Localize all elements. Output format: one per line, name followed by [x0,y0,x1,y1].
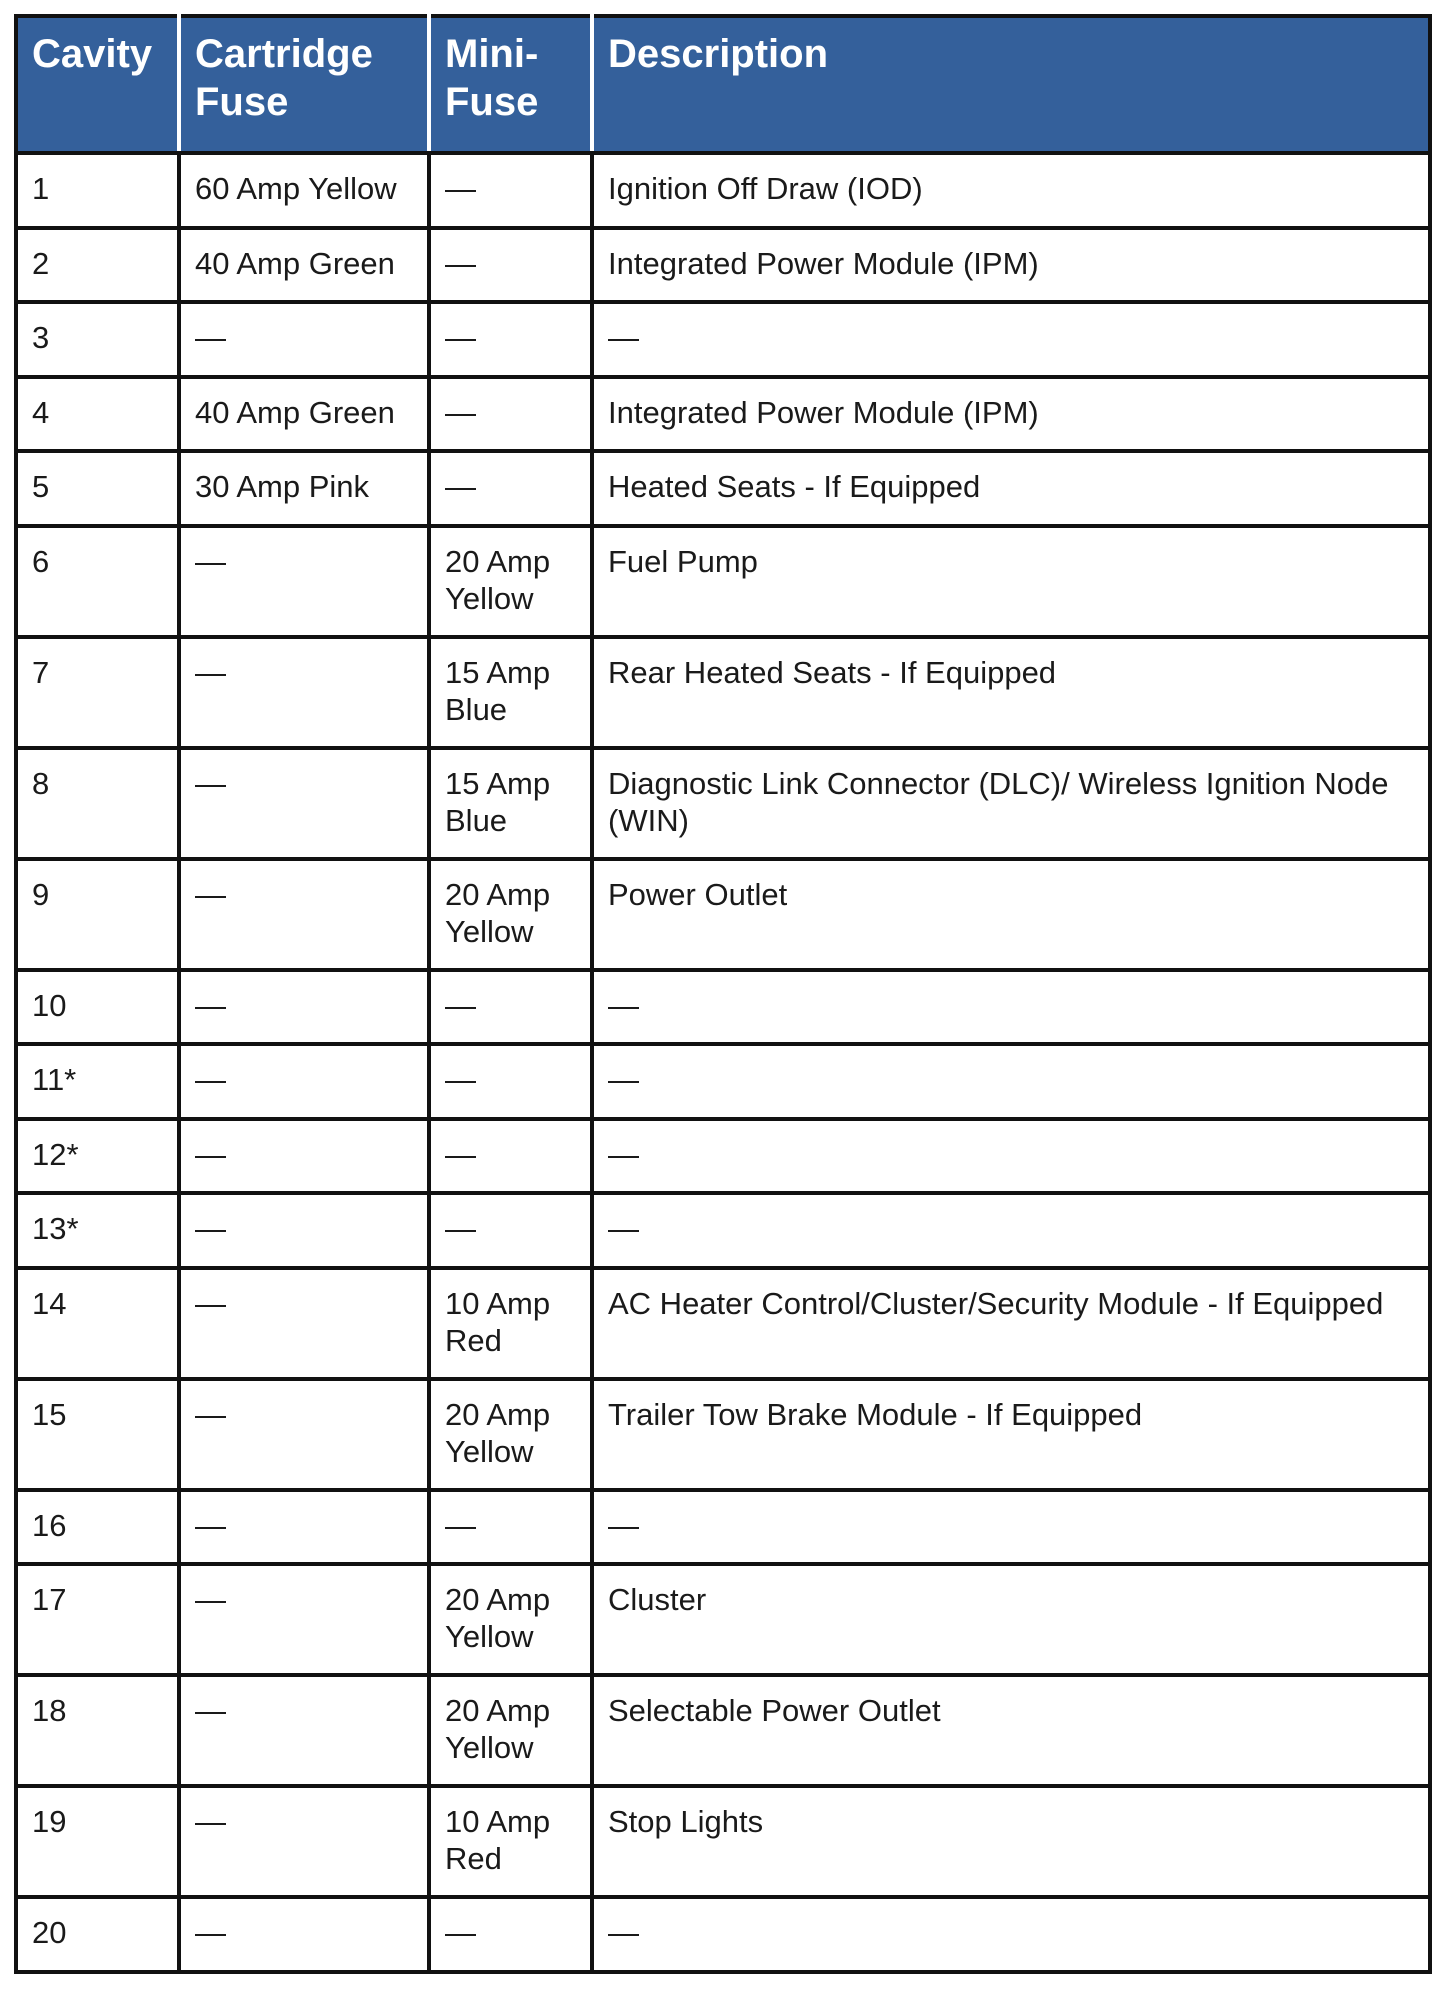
cell-mini-fuse: — [429,1119,592,1194]
cell-description: Diagnostic Link Connector (DLC)/ Wireless Ignition Node (WIN) [592,748,1430,859]
cell-cartridge-fuse: — [179,1044,429,1119]
fuse-table [14,14,1432,1974]
cell-cartridge-fuse: — [179,1897,429,1972]
cell-cavity: 17 [16,1564,179,1675]
table-row [16,228,1430,303]
table-row [16,451,1430,526]
cell-cartridge-fuse: — [179,1786,429,1897]
header-cartridge-fuse: Cartridge Fuse [179,16,429,153]
cell-cartridge-fuse: — [179,526,429,637]
table-row [16,1119,1430,1194]
cell-description: — [592,302,1430,377]
cell-mini-fuse: — [429,1193,592,1268]
cell-cartridge-fuse: — [179,637,429,748]
cell-mini-fuse: — [429,153,592,228]
cell-cavity: 4 [16,377,179,452]
table-row [16,153,1430,228]
table-row [16,377,1430,452]
cell-cavity: 14 [16,1268,179,1379]
cell-cavity: 18 [16,1675,179,1786]
cell-cavity: 11* [16,1044,179,1119]
cell-cartridge-fuse: — [179,1379,429,1490]
cell-cartridge-fuse: 40 Amp Green [179,377,429,452]
cell-description: — [592,1193,1430,1268]
cell-cavity: 19 [16,1786,179,1897]
table-row [16,748,1430,859]
cell-cartridge-fuse: — [179,1675,429,1786]
cell-description: — [592,970,1430,1045]
cell-cavity: 3 [16,302,179,377]
table-row [16,1490,1430,1565]
table-row [16,1897,1430,1972]
cell-cavity: 10 [16,970,179,1045]
header-cavity: Cavity [16,16,179,153]
cell-cavity: 1 [16,153,179,228]
table-header [16,16,1430,153]
cell-description: Rear Heated Seats - If Equipped [592,637,1430,748]
cell-mini-fuse: — [429,1897,592,1972]
cell-mini-fuse: 20 Amp Yellow [429,1564,592,1675]
cell-mini-fuse: 20 Amp Yellow [429,1675,592,1786]
cell-cavity: 12* [16,1119,179,1194]
cell-mini-fuse: — [429,1044,592,1119]
table-row [16,1564,1430,1675]
cell-cavity: 6 [16,526,179,637]
cell-mini-fuse: — [429,228,592,303]
table-body [16,153,1430,1972]
cell-cartridge-fuse: — [179,1268,429,1379]
cell-cartridge-fuse: — [179,1564,429,1675]
cell-description: Integrated Power Module (IPM) [592,377,1430,452]
cell-cartridge-fuse: — [179,1490,429,1565]
cell-description: Stop Lights [592,1786,1430,1897]
cell-description: — [592,1044,1430,1119]
cell-cavity: 7 [16,637,179,748]
cell-description: Trailer Tow Brake Module - If Equipped [592,1379,1430,1490]
cell-cartridge-fuse: — [179,1193,429,1268]
cell-cartridge-fuse: — [179,302,429,377]
cell-mini-fuse: 20 Amp Yellow [429,859,592,970]
cell-mini-fuse: 10 Amp Red [429,1786,592,1897]
table-row [16,1786,1430,1897]
header-row [16,16,1430,153]
cell-description: AC Heater Control/Cluster/Security Module - If Equipped [592,1268,1430,1379]
table-row [16,859,1430,970]
cell-cavity: 8 [16,748,179,859]
cell-cartridge-fuse: 60 Amp Yellow [179,153,429,228]
table-row [16,526,1430,637]
cell-description: Power Outlet [592,859,1430,970]
cell-cartridge-fuse: — [179,859,429,970]
cell-cartridge-fuse: 30 Amp Pink [179,451,429,526]
cell-description: Ignition Off Draw (IOD) [592,153,1430,228]
cell-mini-fuse: 10 Amp Red [429,1268,592,1379]
cell-description: — [592,1897,1430,1972]
table-row [16,970,1430,1045]
table-row [16,1193,1430,1268]
cell-mini-fuse: — [429,1490,592,1565]
cell-cartridge-fuse: — [179,748,429,859]
cell-description: Selectable Power Outlet [592,1675,1430,1786]
header-description: Description [592,16,1430,153]
cell-mini-fuse: — [429,451,592,526]
cell-description: — [592,1119,1430,1194]
cell-cavity: 15 [16,1379,179,1490]
table-row [16,1268,1430,1379]
cell-description: Fuel Pump [592,526,1430,637]
cell-mini-fuse: 20 Amp Yellow [429,1379,592,1490]
cell-cartridge-fuse: — [179,970,429,1045]
cell-cavity: 2 [16,228,179,303]
table-row [16,1044,1430,1119]
cell-cavity: 5 [16,451,179,526]
table-row [16,1379,1430,1490]
cell-mini-fuse: 15 Amp Blue [429,748,592,859]
cell-mini-fuse: — [429,970,592,1045]
cell-description: Heated Seats - If Equipped [592,451,1430,526]
cell-mini-fuse: 15 Amp Blue [429,637,592,748]
table-row [16,302,1430,377]
cell-cavity: 9 [16,859,179,970]
cell-cartridge-fuse: — [179,1119,429,1194]
cell-description: — [592,1490,1430,1565]
cell-mini-fuse: — [429,302,592,377]
cell-cavity: 20 [16,1897,179,1972]
cell-mini-fuse: 20 Amp Yellow [429,526,592,637]
cell-mini-fuse: — [429,377,592,452]
cell-cavity: 16 [16,1490,179,1565]
cell-cavity: 13* [16,1193,179,1268]
cell-cartridge-fuse: 40 Amp Green [179,228,429,303]
table-row [16,637,1430,748]
header-mini-fuse: Mini-Fuse [429,16,592,153]
cell-description: Integrated Power Module (IPM) [592,228,1430,303]
cell-description: Cluster [592,1564,1430,1675]
table-row [16,1675,1430,1786]
